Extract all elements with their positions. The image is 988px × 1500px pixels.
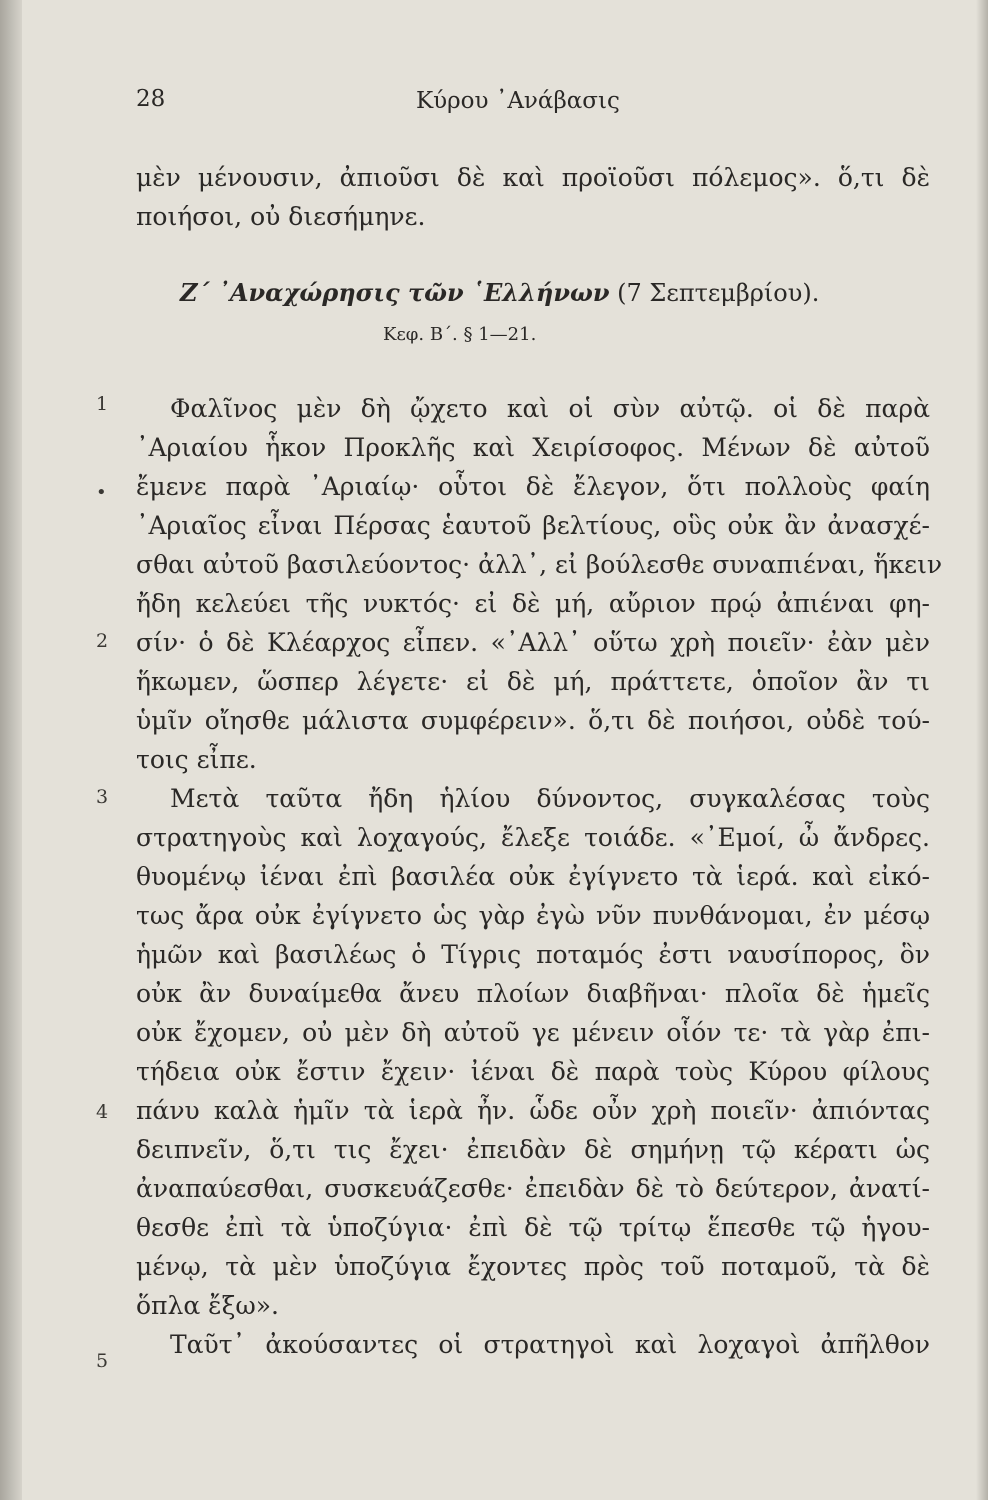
paragraph-number: 4 <box>96 1101 109 1123</box>
text-line: ἀναπαύεσθαι, συσκευάζεσθε· ἐπειδὰν δὲ τὸ δεύτερον, ἀνατί- <box>136 1174 930 1203</box>
paragraph-number: 1 <box>96 393 109 415</box>
section-title: Ζ΄ ᾿Αναχώρησις τῶν ῾Ελλήνων <box>180 278 610 307</box>
margin-mark: • <box>96 482 107 503</box>
page-header <box>136 86 926 118</box>
text-line: ἥκωμεν, ὥσπερ λέγετε· εἰ δὲ μή, πράττετε, ὁποῖον ἂν τι <box>136 667 930 696</box>
page-number: 28 <box>136 86 166 112</box>
text-line: στρατηγοὺς καὶ λοχαγούς, ἔλεξε τοιάδε. «᾿Εμοί, ὦ ἄνδρες. <box>136 823 930 852</box>
paragraph-number: 5 <box>96 1350 109 1372</box>
section-heading <box>180 278 900 307</box>
paragraph-number: 2 <box>96 630 109 652</box>
text-line: μένῳ, τὰ μὲν ὑποζύγια ἔχοντες πρὸς τοῦ ποταμοῦ, τὰ δὲ <box>136 1252 930 1281</box>
text-line: Μετὰ ταῦτα ἤδη ἡλίου δύνοντος, συγκαλέσας τοὺς <box>170 784 930 813</box>
text-line: θυομένῳ ἰέναι ἐπὶ βασιλέα οὐκ ἐγίγνετο τὰ ἱερά. καὶ εἰκό- <box>136 862 930 891</box>
text-line: ὑμῖν οἴησθε μάλιστα συμφέρειν». ὅ,τι δὲ ποιήσοι, οὐδὲ τού- <box>136 706 930 735</box>
text-line: ᾿Αριαῖος εἶναι Πέρσας ἑαυτοῦ βελτίους, οὓς οὐκ ἂν ἀνασχέ- <box>136 511 930 540</box>
text-line: σθαι αὐτοῦ βασιλεύοντος· ἀλλ᾿, εἰ βούλεσθε συναπιέναι, ἥκειν <box>136 550 943 579</box>
main-text <box>136 389 943 1364</box>
text-line: ἡμῶν καὶ βασιλέως ὁ Τίγρις ποταμός ἐστι ναυσίπορος, ὃν <box>136 940 930 969</box>
text-line: ἤδη κελεύει τῆς νυκτός· εἰ δὲ μή, αὔριον πρῴ ἀπιέναι φη- <box>136 589 930 618</box>
text-line: ἔμενε παρὰ ᾿Αριαίῳ· οὗτοι δὲ ἔλεγον, ὅτι πολλοὺς φαίη <box>136 472 930 501</box>
section-date: (7 Σεπτεμβρίου). <box>617 279 820 307</box>
paragraph-number: 3 <box>96 786 109 808</box>
text-line: τως ἄρα οὐκ ἐγίγνετο ὡς γὰρ ἐγὼ νῦν πυνθάνομαι, ἐν μέσῳ <box>136 901 930 930</box>
text-line: οὐκ ἂν δυναίμεθα ἄνευ πλοίων διαβῆναι· πλοῖα δὲ ἡμεῖς <box>136 979 930 1008</box>
text-line: τοις εἶπε. <box>136 745 257 774</box>
text-line: πάνυ καλὰ ἡμῖν τὰ ἱερὰ ἦν. ὧδε οὖν χρὴ ποιεῖν· ἀπιόντας <box>136 1096 930 1125</box>
text-line: δειπνεῖν, ὅ,τι τις ἔχει· ἐπειδὰν δὲ σημήνῃ τῷ κέρατι ὡς <box>136 1135 930 1164</box>
page-binding-edge <box>0 0 22 1500</box>
chapter-reference: Κεφ. Β΄. § 1—21. <box>383 324 537 345</box>
page-right-edge <box>976 0 988 1500</box>
opening-text <box>136 158 930 236</box>
text-line: ᾿Αριαίου ἧκον Προκλῆς καὶ Χειρίσοφος. Μένων δὲ αὐτοῦ <box>136 433 930 462</box>
text-line: οὐκ ἔχομεν, οὐ μὲν δὴ αὐτοῦ γε μένειν οἷόν τε· τὰ γὰρ ἐπι- <box>136 1018 930 1047</box>
text-line: σίν· ὁ δὲ Κλέαρχος εἶπεν. «᾿Αλλ᾿ οὕτω χρὴ ποιεῖν· ἐὰν μὲν <box>136 628 930 657</box>
text-line: Ταῦτ᾿ ἀκούσαντες οἱ στρατηγοὶ καὶ λοχαγοὶ ἀπῆλθον <box>170 1330 930 1359</box>
text-line: θεσθε ἐπὶ τὰ ὑποζύγια· ἐπὶ δὲ τῷ τρίτῳ ἕπεσθε τῷ ἡγου- <box>136 1213 930 1242</box>
text-line: Φαλῖνος μὲν δὴ ᾤχετο καὶ οἱ σὺν αὐτῷ. οἱ δὲ παρὰ <box>170 394 930 423</box>
running-title: Κύρου ᾿Ανάβασις <box>416 88 620 114</box>
text-line: ποιήσοι, οὐ διεσήμηνε. <box>136 202 426 231</box>
text-line: μὲν μένουσιν, ἀπιοῦσι δὲ καὶ προϊοῦσι πόλεμος». ὅ,τι δὲ <box>136 163 930 192</box>
text-line: τήδεια οὐκ ἔστιν ἔχειν· ἰέναι δὲ παρὰ τοὺς Κύρου φίλους <box>136 1057 930 1086</box>
text-line: ὅπλα ἔξω». <box>136 1291 279 1320</box>
